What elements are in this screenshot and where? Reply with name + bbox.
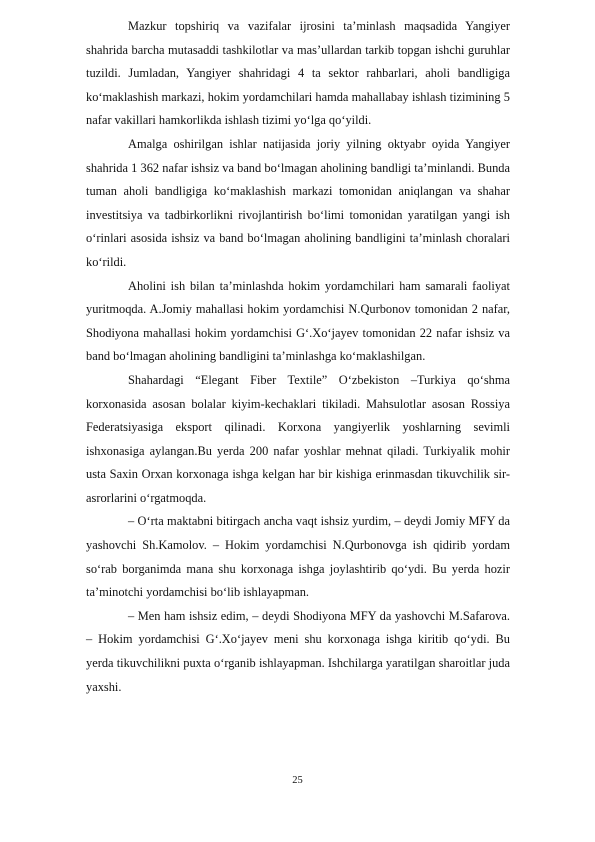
paragraph-6: – Men ham ishsiz edim, – deydi Shodiyona MFY da yashovchi M.Safarova. – Hokim yordamchisi G‘.Xo‘jayev meni shu korxonaga ishga kiritib qo‘ydi. Bu yerda tikuvchilikni puxta o‘rganib ishlayapman. Ishchilarga yaratilgan sharoitlar juda yaxshi. (86, 608, 510, 694)
paragraph-1: Mazkur topshiriq va vazifalar ijrosini ta’minlash maqsadida Yangiyer shahrida barcha mutasaddi tashkilotlar va mas’ullardan tarkib topgan ishchi guruhlar tuzildi. Jumladan, Yangiyer shahridagi 4 ta sektor rahbarlari, aholi bandligiga ko‘maklashish markazi, hokim yordamchilari hamda mahallabay ishlash tizimining 5 nafar vakillari hamkorlikda ishlash tizimi yo‘lga qo‘yildi. (86, 19, 510, 128)
document-body (86, 15, 510, 699)
paragraph-4: Shahardagi “Elegant Fiber Textile” O‘zbekiston –Turkiya qo‘shma korxonasida asosan bolalar kiyim-kechaklari tikiladi. Mahsulotlar asosan Rossiya Federatsiyasiga eksport qilinadi. Korxona yangiyerlik yoshlarning sevimli ishxonasiga aylangan.Bu yerda 200 nafar yoshlar mehnat qiladi. Turkiyalik mohir usta Saxin Orxan korxonaga ishga kelgan har bir kishiga erinmasdan tikuvchilik sir-asrorlarini o‘rgatmoqda. (86, 372, 510, 505)
paragraph-3: Aholini ish bilan ta’minlashda hokim yordamchilari ham samarali faoliyat yuritmoqda. A.Jomiy mahallasi hokim yordamchisi N.Qurbonov tomonidan 2 nafar, Shodiyona mahallasi hokim yordamchisi G‘.Xo‘jayev tomonidan 22 nafar ishsiz va band bo‘lmagan aholining bandligini ta’minlashga ko‘maklashilgan. (86, 278, 510, 364)
paragraph-2: Amalga oshirilgan ishlar natijasida joriy yilning oktyabr oyida Yangiyer shahrida 1 362 nafar ishsiz va band bo‘lmagan aholining bandligi ta’minlandi. Bunda tuman aholi bandligiga ko‘maklashish markazi tomonidan aniqlangan va shahar investitsiya va tadbirkorlikni rivojlantirish bo‘limi tomonidan yaratilgan yangi ish o‘rinlari asosida ishsiz va band bo‘lmagan aholining bandligini ta’minlash choralari ko‘rildi. (86, 136, 510, 269)
page-number: 25 (292, 775, 303, 786)
paragraph-5: – O‘rta maktabni bitirgach ancha vaqt ishsiz yurdim, – deydi Jomiy MFY da yashovchi Sh.Kamolov. – Hokim yordamchisi N.Qurbonovga ish qidirib yordam so‘rab borganimda mana shu korxonaga ishga joylashtirib qo‘ydi. Bu yerda hozir ta’minotchi yordamchisi bo‘lib ishlayapman. (86, 514, 510, 600)
